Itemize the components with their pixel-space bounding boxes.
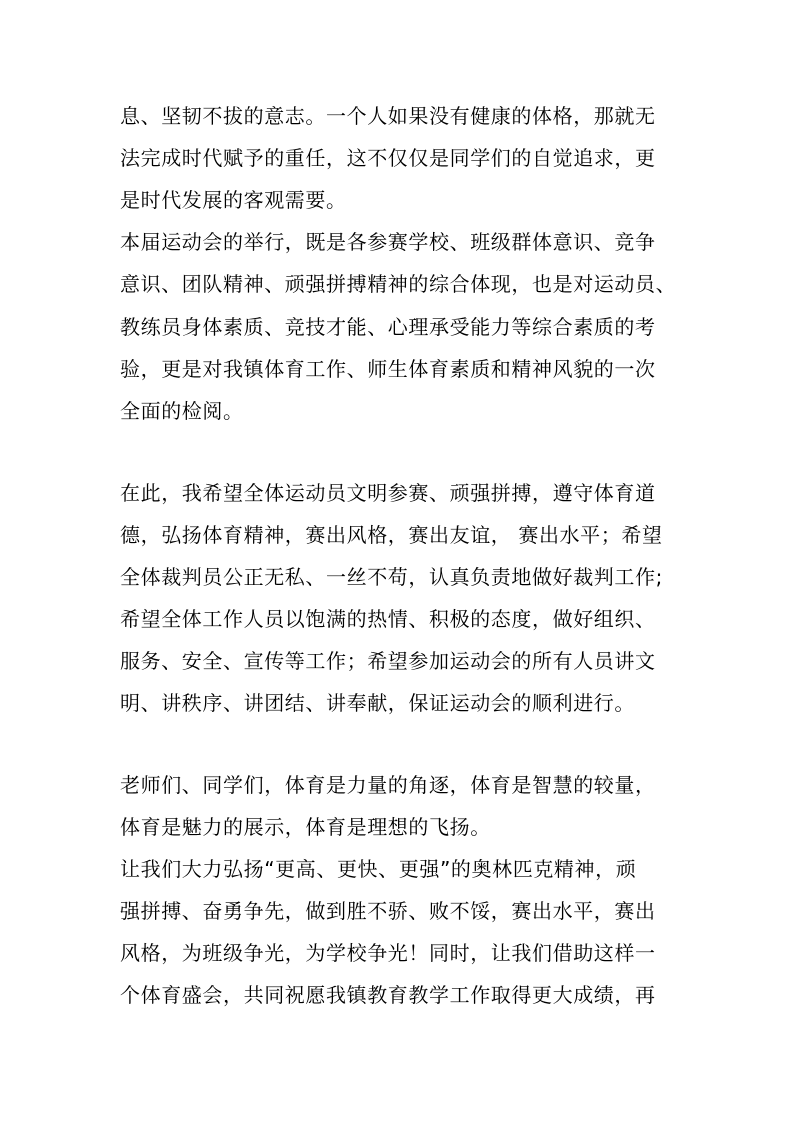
text-line: 个体育盛会，共同祝愿我镇教育教学工作取得更大成绩，再 xyxy=(120,983,656,1007)
text-line: 全面的检阅。 xyxy=(120,399,244,423)
text-line: 风格，为班级争光，为学校争光！同时，让我们借助这样一 xyxy=(120,941,656,965)
text-line: 德，弘扬体育精神，赛出风格，赛出友谊， 赛出水平；希望 xyxy=(120,523,663,547)
text-line: 希望全体工作人员以饱满的热情、积极的态度，做好组织、 xyxy=(120,607,656,631)
text-line: 法完成时代赋予的重任，这不仅仅是同学们的自觉追求，更 xyxy=(120,146,656,170)
text-line: 教练员身体素质、竞技才能、心理承受能力等综合素质的考 xyxy=(120,315,656,339)
text-line: 意识、团队精神、顽强拼搏精神的综合体现，也是对运动员、 xyxy=(120,272,677,296)
text-line: 体育是魅力的展示，体育是理想的飞扬。 xyxy=(120,815,491,839)
text-line: 明、讲秩序、讲团结、讲奉献，保证运动会的顺利进行。 xyxy=(120,691,635,715)
text-line: 全体裁判员公正无私、一丝不苟，认真负责地做好裁判工作; xyxy=(120,565,663,589)
text-line: 息、坚韧不拔的意志。一个人如果没有健康的体格，那就无 xyxy=(120,104,656,128)
text-line: 在此，我希望全体运动员文明参赛、顽强拼搏，遵守体育道 xyxy=(120,481,656,505)
text-line: 让我们大力弘扬“更高、更快、更强”的奥林匹克精神，顽 xyxy=(120,857,637,881)
text-line: 本届运动会的举行，既是各参赛学校、班级群体意识、竞争 xyxy=(120,230,656,254)
text-line: 强拼搏、奋勇争先，做到胜不骄、败不馁，赛出水平，赛出 xyxy=(120,899,656,923)
text-line: 服务、安全、宣传等工作；希望参加运动会的所有人员讲文 xyxy=(120,649,656,673)
text-line: 验，更是对我镇体育工作、师生体育素质和精神风貌的一次 xyxy=(120,357,656,381)
text-line: 老师们、同学们，体育是力量的角逐，体育是智慧的较量， xyxy=(120,773,656,797)
text-line: 是时代发展的客观需要。 xyxy=(120,188,347,212)
